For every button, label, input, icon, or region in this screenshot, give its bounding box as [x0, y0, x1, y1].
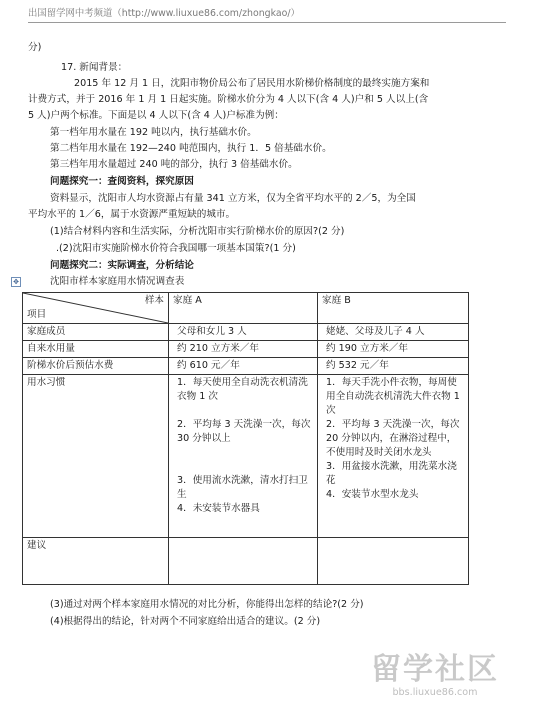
- row-label: 用水习惯: [23, 375, 169, 538]
- top-fragment: 分): [28, 42, 42, 53]
- advice-cell-family-a[interactable]: [169, 538, 318, 585]
- news-line-2: 计费方式，并于 2016 年 1 月 1 日起实施。阶梯水价分为 4 人以下(含 4 人)户和 5 人以上(含: [28, 94, 429, 105]
- page-header: 出国留学网中考频道（http://www.liuxue86.com/zhongkao/）: [28, 5, 506, 23]
- question-3: (3)通过对两个样本家庭用水情况的对比分析，你能得出怎样的结论?(2 分): [50, 599, 364, 610]
- habit-a-4: 4．未安装节水器具: [177, 503, 260, 514]
- column-header-family-b: 家庭 B: [318, 293, 469, 324]
- news-line-3: 5 人)户两个标准。下面是以 4 人以下(含 4 人)户标准为例：: [28, 110, 284, 121]
- habit-b-2: 2．平均每 3 天洗澡一次，每次 20 分钟以内，在淋浴过程中，不使用时及时关闭水龙头: [326, 419, 460, 458]
- inquiry-1-text-1: 资料显示，沈阳市人均水资源占有量 341 立方米，仅为全省平均水平的 2／5，为全国: [50, 193, 416, 204]
- tier-3: 第三档年用水量超过 240 吨的部分，执行 3 倍基础水价。: [50, 159, 298, 170]
- watermark: [355, 653, 515, 698]
- cell-family-b-habits: [318, 375, 469, 538]
- tier-1: 第一档年用水量在 192 吨以内，执行基础水价。: [50, 127, 257, 138]
- water-survey-table: [22, 292, 469, 585]
- table-row: [23, 324, 469, 341]
- table-row: [23, 341, 469, 358]
- table-caption: 沈阳市样本家庭用水情况调查表: [50, 276, 185, 287]
- habit-a-2: 2．平均每 3 天洗澡一次，每次 30 分钟以上: [177, 419, 311, 444]
- cell-family-a: 约 610 元／年: [169, 358, 318, 375]
- cell-family-b: 姥姥、父母及儿子 4 人: [318, 324, 469, 341]
- table-header-row: [23, 293, 469, 324]
- news-line-1: 2015 年 12 月 1 日，沈阳市物价局公布了居民用水阶梯价格制度的最终实施方案和: [74, 78, 430, 89]
- row-label: 自来水用量: [23, 341, 169, 358]
- question-4: (4)根据得出的结论，针对两个不同家庭给出适合的建议。(2 分): [50, 616, 321, 627]
- tier-2: 第二档年用水量在 192—240 吨范围内，执行 1．5 倍基础水价。: [50, 143, 332, 154]
- corner-label-sample: 样本: [144, 295, 164, 306]
- table-row-advice: [23, 538, 469, 585]
- advice-cell-family-b[interactable]: [318, 538, 469, 585]
- inquiry-1-question-1: (1)结合材料内容和生活实际，分析沈阳市实行阶梯水价的原因?(2 分): [50, 226, 345, 237]
- watermark-logo: 留学社区: [371, 652, 499, 687]
- table-row: [23, 358, 469, 375]
- cell-family-a-habits: [169, 375, 318, 538]
- habit-a-3: 3．使用流水洗漱，清水打扫卫生: [177, 475, 308, 500]
- inquiry-1-title: 问题探究一：查阅资料，探究原因: [50, 176, 194, 187]
- question-17-heading: 17. 新闻背景：: [61, 62, 128, 73]
- corner-label-item: 项目: [27, 309, 47, 320]
- watermark-url: bbs.liuxue86.com: [392, 687, 478, 698]
- row-label: 家庭成员: [23, 324, 169, 341]
- habit-a-1: 1．每天使用全自动洗衣机清洗衣物 1 次: [177, 377, 308, 402]
- cell-family-b: 约 532 元／年: [318, 358, 469, 375]
- row-label: 建议: [23, 538, 169, 585]
- inquiry-1-text-2: 平均水平的 1／6，属于水资源严重短缺的城市。: [28, 209, 236, 220]
- cell-family-a: 约 210 立方米／年: [169, 341, 318, 358]
- habit-b-3: 3．用盆接水洗漱，用洗菜水浇花: [326, 461, 457, 486]
- inquiry-1-question-2: .(2)沈阳市实施阶梯水价符合我国哪一项基本国策?(1 分): [56, 243, 296, 254]
- cell-family-a: 父母和女儿 3 人: [169, 324, 318, 341]
- habit-b-4: 4．安装节水型水龙头: [326, 489, 419, 500]
- cell-family-b: 约 190 立方米／年: [318, 341, 469, 358]
- table-corner-cell: [23, 293, 169, 324]
- row-label: 阶梯水价后预估水费: [23, 358, 169, 375]
- column-header-family-a: 家庭 A: [169, 293, 318, 324]
- habit-b-1: 1．每天手洗小件衣物，每周使用全自动洗衣机清洗大件衣物 1 次: [326, 377, 460, 416]
- table-move-handle-icon[interactable]: ✥: [11, 277, 21, 287]
- table-row-habits: [23, 375, 469, 538]
- inquiry-2-title: 问题探究二：实际调查，分析结论: [50, 260, 194, 271]
